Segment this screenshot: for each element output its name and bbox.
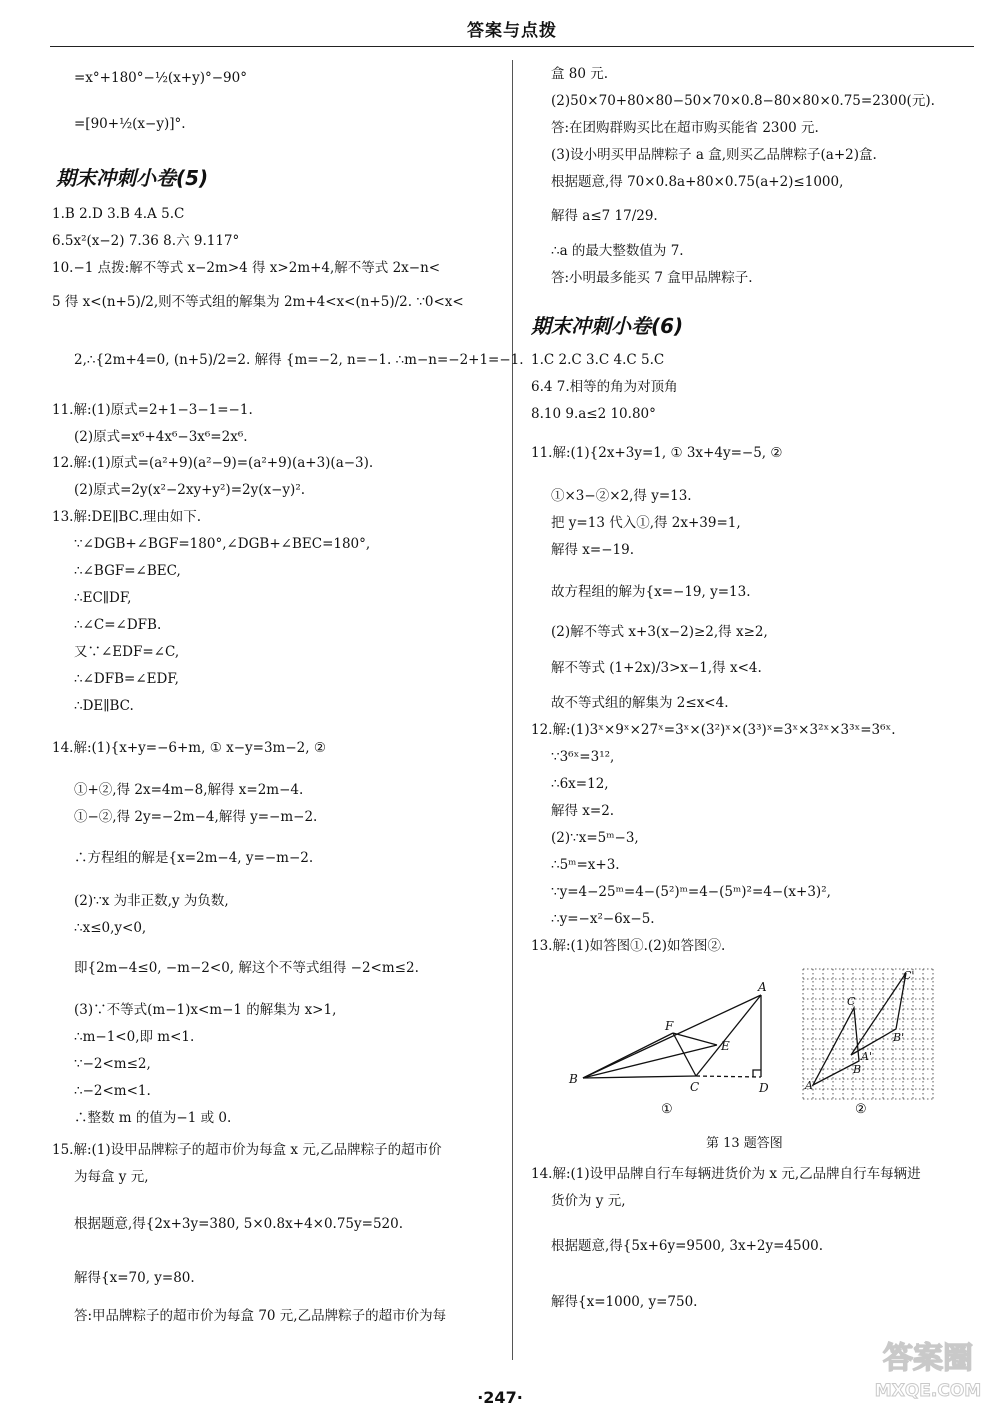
figure-2-number: ② [855,1102,867,1117]
text-line: 为每盒 y 元, [74,1169,149,1185]
text-line: 12.解:(1)原式=(a²+9)(a²−9)=(a²+9)(a+3)(a−3). [52,455,374,471]
text-line: 1.B 2.D 3.B 4.A 5.C [52,206,185,222]
text-line: 11.解:(1){2x+3y=1, ① 3x+4y=−5, ② [531,445,783,461]
figure-1-point-label: A [758,980,767,994]
text-line: ∴∠DFB=∠EDF, [74,671,179,687]
text-line: 14.解:(1)设甲品牌自行车每辆进货价为 x 元,乙品牌自行车每辆进 [531,1166,921,1182]
text-line: 又∵∠EDF=∠C, [74,644,180,660]
text-line: 货价为 y 元, [551,1193,626,1209]
figure-2-point-label: B' [893,1031,905,1044]
figure-caption: 第 13 题答图 [706,1136,783,1151]
text-line: ∴y=−x²−6x−5. [551,911,655,927]
text-line: ∴方程组的解是{x=2m−4, y=−m−2. [74,850,314,866]
text-line: 6.4 7.相等的角为对顶角 [531,379,678,395]
text-line: =[90+½(x−y)]°. [74,116,186,132]
text-line: ∵y=4−25ᵐ=4−(5²)ᵐ=4−(5ᵐ)²=4−(x+3)², [551,884,831,900]
figure-2-point-label: B [853,1063,862,1076]
figure-1-point-label: D [759,1081,769,1095]
text-line: ∴DE∥BC. [74,698,134,714]
text-line: ∴a 的最大整数值为 7. [551,243,684,259]
text-line: 盒 80 元. [551,66,609,82]
text-line: 根据题意,得{5x+6y=9500, 3x+2y=4500. [551,1238,824,1254]
text-line: (3)∵不等式(m−1)x<m−1 的解集为 x>1, [74,1002,337,1018]
text-line: 答:在团购群购买比在超市购买能省 2300 元. [551,120,819,136]
text-line: ∴x≤0,y<0, [74,920,147,936]
section-title: 期末冲刺小卷(6) [531,314,684,338]
text-line: 解不等式 (1+2x)/3>x−1,得 x<4. [551,660,762,676]
figure-2-point-label: A' [861,1050,872,1063]
figure-1-point-label: F [665,1019,674,1033]
text-line: ∵−2<m≤2, [74,1056,151,1072]
watermark-bottom-text: MXQE.COM [874,1381,982,1401]
text-line: 答:甲品牌粽子的超市价为每盒 70 元,乙品牌粽子的超市价为每 [74,1308,447,1324]
watermark-top-text: 答案圈 [883,1341,973,1376]
figure-1-diagram [565,975,803,1120]
text-line: ∴5ᵐ=x+3. [551,857,620,873]
figure-2-point-label: C [847,995,856,1008]
text-line: 根据题意,得{2x+3y=380, 5×0.8x+4×0.75y=520. [74,1216,404,1232]
text-line: 12.解:(1)3ˣ×9ˣ×27ˣ=3ˣ×(3²)ˣ×(3³)ˣ=3ˣ×3²ˣ×3³ˣ=3⁶ˣ. [531,722,896,738]
text-line: 故方程组的解为{x=−19, y=13. [551,584,751,600]
text-line: 答:小明最多能买 7 盒甲品牌粽子. [551,270,753,286]
figure-1-point-label: C [690,1080,700,1094]
text-line: 1.C 2.C 3.C 4.C 5.C [531,352,665,368]
text-line: (2)原式=x⁶+4x⁶−3x⁶=2x⁶. [74,429,248,445]
page-header [50,16,974,47]
text-line: (2)解不等式 x+3(x−2)≥2,得 x≥2, [551,624,768,640]
text-line: ∴m−1<0,即 m<1. [74,1029,195,1045]
text-line: 5 得 x<(n+5)/2,则不等式组的解集为 2m+4<x<(n+5)/2. ∵0<x< [52,294,464,310]
header-title: 答案与点拨 [467,21,557,41]
text-line: ∴EC∥DF, [74,590,132,606]
text-line: (2)∵x=5ᵐ−3, [551,830,639,846]
text-line: 6.5x²(x−2) 7.36 8.六 9.117° [52,233,240,249]
figure-1-number: ① [661,1102,673,1117]
text-line: ∴∠C=∠DFB. [74,617,162,633]
text-line: 14.解:(1){x+y=−6+m, ① x−y=3m−2, ② [52,740,326,756]
text-line: 解得 x=−19. [551,542,634,558]
text-line: 8.10 9.a≤2 10.80° [531,406,656,422]
text-line: 即{2m−4≤0, −m−2<0, 解这个不等式组得 −2<m≤2. [74,960,419,976]
text-line: =x°+180°−½(x+y)°−90° [74,70,247,86]
text-line: 2,∴{2m+4=0, (n+5)/2=2. 解得 {m=−2, n=−1. ∴m−n=−2+1=−1. [74,352,524,368]
text-line: 13.解:(1)如答图①.(2)如答图②. [531,938,726,954]
text-line: 解得{x=1000, y=750. [551,1294,698,1310]
figure-2-point-label: C' [903,969,915,982]
text-line: (2)50×70+80×80−50×70×0.8−80×80×0.75=2300(元). [551,93,935,109]
text-line: 15.解:(1)设甲品牌粽子的超市价为每盒 x 元,乙品牌粽子的超市价 [52,1142,442,1158]
figure-1-point-label: E [721,1039,730,1053]
page-number: ·247· [477,1388,523,1407]
text-line: 解得{x=70, y=80. [74,1270,195,1286]
text-line: ∵3⁶ˣ=3¹², [551,749,615,765]
text-line: 解得 x=2. [551,803,615,819]
text-line: ①×3−②×2,得 y=13. [551,488,692,504]
figure-1-point-label: B [569,1072,578,1086]
section-title: 期末冲刺小卷(5) [56,166,209,190]
text-line: ①+②,得 2x=4m−8,解得 x=2m−4. [74,782,304,798]
text-line: ∵∠DGB+∠BGF=180°,∠DGB+∠BEC=180°, [74,536,371,552]
text-line: 解得 a≤7 17/29. [551,208,658,224]
figure-2-point-label: A [805,1079,813,1092]
text-line: 故不等式组的解集为 2≤x<4. [551,695,729,711]
text-line: ∴−2<m<1. [74,1083,151,1099]
text-line: 10.−1 点拨:解不等式 x−2m>4 得 x>2m+4,解不等式 2x−n< [52,260,441,276]
text-line: ∴6x=12, [551,776,609,792]
text-line: ①−②,得 2y=−2m−4,解得 y=−m−2. [74,809,318,825]
text-line: ∴整数 m 的值为−1 或 0. [74,1110,232,1126]
text-line: (2)∵x 为非正数,y 为负数, [74,893,229,909]
watermark-logo [868,1326,988,1406]
text-line: 把 y=13 代入①,得 2x+39=1, [551,515,741,531]
column-divider [512,60,513,1360]
text-line: (2)原式=2y(x²−2xy+y²)=2y(x−y)². [74,482,306,498]
text-line: ∴∠BGF=∠BEC, [74,563,181,579]
text-line: 11.解:(1)原式=2+1−3−1=−1. [52,402,253,418]
text-line: 根据题意,得 70×0.8a+80×0.75(a+2)≤1000, [551,174,844,190]
text-line: (3)设小明买甲品牌粽子 a 盒,则买乙品牌粽子(a+2)盒. [551,147,877,163]
text-line: 13.解:DE∥BC.理由如下. [52,509,202,525]
figure-2-grid-diagram [799,965,949,1120]
